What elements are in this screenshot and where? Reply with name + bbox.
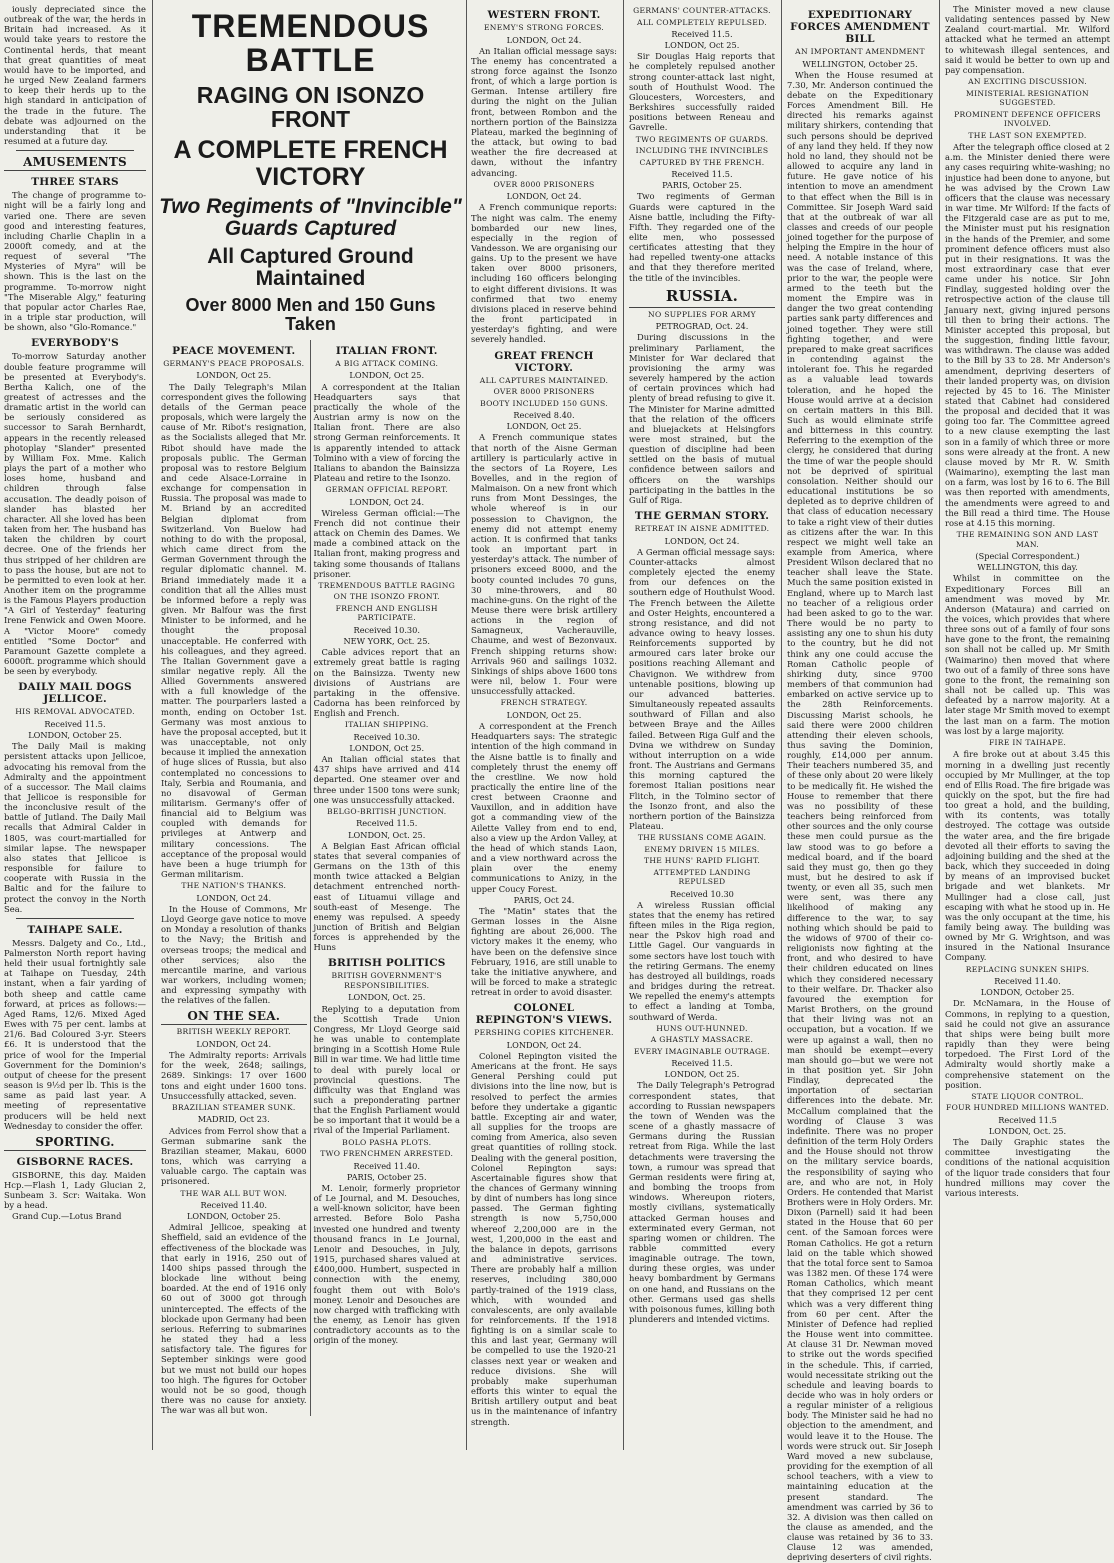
sub-heading: ATTEMPTED LANDING REPULSED	[653, 867, 751, 887]
sub-heading: ON THE ISONZO FRONT.	[333, 592, 440, 602]
article-text: When the House resumed at 7.30, Mr. Anderson continued the debate on the Expeditionary Forces Amendment Bill. He directed his remarks against military shirkers, contending that such persons should be deprived of any land they held. If they now hold no land, they should not be allowed to acquire any land in future. He gave notice of his intention to move an amendment to that effect when the Bill is in Committee. Sir Joseph Ward said that at the outbreak of war all classes and creeds of our people joined together for the purpose of helping the Empire in the hour of need. A notable instance of this was the case of Ireland, where, prior to the war, the people were armed to the teeth but the moment the Empire was in danger the two great contending parties sank party differences and joined together. They were still fighting together, and were prepared to make great sacrifices in contending against the intolerant foe. This he regarded as a valuable lead towards toleration, and he hoped the House would arrive at a decision on certain matters in this Bill. Such as would eliminate strife and bitterness in this country. Referring to the exemption of the clergy, he considered that during the time of war the people should not be deprived of spiritual consolation. Neither should our educational institutions be so depleted as to deprive children of that class of education necessary to take a right view of their duties as citizens after the war. In this respect we might well take an example from America, where President Wilson declared that no teacher shall leave the State. Much the same position existed in England, where up to March last no teacher of a religious order had been asked to go to the war. There would be no party to assisting any one to shun his duty to the country, but he did not think any one could accuse the Roman Catholic people of shirking duty, since 9700 members of that communion had embarked on active service up to the 28th Reinforcements. Discussing Marist schools, he said there were 2000 children attending their eleven schools, thus saving the Dominion, roughly, £14,000 per annum. Their teachers numbered 35, and of these only about 20 were likely to be medically fit. He wished the House to remember that there was no possibility of these teachers being reinforced from other sources and the only course these men could pursue as the law stood was to go before a medical board, and if the board said they must go, then go they must, but he desired to ask if twenty, or even all 35, such men were sent, was there any likelihood of making any difference to the war, to say nothing which should be paid to the widows of 9700 of their co-religionists now fighting at the front, and who desired to have their children educated on lines which they considered necessary to their welfare. Dr. Thacker also favoured the exemption for Marist Brothers, on the ground that their living was not an occupation, but a vocation. If we were up against a wall, then no man should be exempt—every man should go—but we were not in that position yet. Sir John Findlay, deprecated the importation of sectarian differences into the debate. Mr. McCallum complained that the wording of Clause 3 was indefinite. There was no proper definition of the term Holy Orders and the House should not throw on the military service boards, the responsibility of saying who are, and who are not, in Holy Orders. He contended that Marist Brothers were in Holy Orders. Mr. Dixon (Parnell) said it had been stated in the House that 60 per cent. of the Samoan forces were Roman Catholics. He got a return laid on the table which showed that the total force sent to Samoa was 1382 men. Of these 174 were Roman Catholics, which meant that they comprised 12 per cent which was a very different thing from 60 per cent. After the Minister of Defence had replied the House went into committee. At clause 31 Dr. Newman moved to strike out the words specified in the schedule. This, if carried, would necessitate striking out the schedule and leaving boards to decide who was in holy orders or a regular minister of a religious body. The Minister said he had no objection to the amendment, and would leave it to the House. The words were struck out. Sir Joseph Ward moved a new subclause, providing for the exemption of all school teachers, with a view to maintaining education at the present standard. The amendment was carried by 36 to 32. A division was then called on the clause as amended, and the clause was retained by 36 to 33. Clause 12 was amended, depriving deserters of civil rights.	[787, 69, 933, 1563]
sub-heading: FOUR HUNDRED MILLIONS WANTED.	[946, 1103, 1109, 1113]
article-text: The change of programme to-night will be a fairly long and varied one. There are seven good and interesting features, including Charlie Chaplin in a 2000ft comedy, and at the request of several "The Mysteries of Myra" will be shown. This is the last on the programme. To-morrow night "The Miserable Algy," featuring that popular actor Charles Rae, in a triple star production, will be shown, also "Glo-Romance."	[4, 190, 146, 333]
sub-heading: REPLACING SUNKEN SHIPS.	[965, 964, 1090, 974]
received-line: Received 11.5	[998, 1114, 1057, 1125]
article-text: The Daily Graphic states the committee investigating the conditions of the national acquisition of the liquor trade considers that four hundred millions may cover the various interests.	[945, 1137, 1110, 1198]
article-text: Whilst in committee on the Expeditionary Forces Bill an amendment was moved by Mr. Anderson (Mataura) and carried on the voices, which provides that where three sons out of a family of four sons have gone to the front, the remaining son shall not be called up. Mr Smith (Waimarino) then moved that where two out of a family of three sons have gone to the front, the remaining son shall not be called up. This was defeated by a narrow majority. At a later stage Mr Smith moved to exempt the last man on a farm. The motion was lost by a large majority.	[945, 573, 1110, 736]
article-text: An Italian official message says: The enemy has concentrated a strong force against the Isonzo front, of which a large portion is German. Intense artillery fire during the night on the Julian front, between Rombon and the northern portion of the Bainsizza Plateau, marked the beginning of the attack, but owing to bad weather the fire decreased at dawn, without the infantry advancing.	[471, 45, 617, 178]
article-heading: DAILY MAIL DOGS JELLICOE.	[18, 681, 132, 706]
dateline: PARIS, October 25.	[662, 180, 742, 191]
sub-heading: HIS REMOVAL ADVOCATED.	[15, 707, 135, 717]
article-text: A German official message says: Counter-attacks almost completely ejected the enemy from our defences on the southern edge of Houthulst Wood. The French between the Ailette and Oster Heights, encountered a strong resistance, and did not advance owing to heavy losses. Reinforcements supported by armoured cars later broke our positions reaching Allemant and Chavignon. We withdrew from untenable positions, blowing up our advanced batteries. Simultaneously repeated assaults southward of Fillan and also between Braye and the Ailles failed. Between Riga Gulf and the Dvina we withdrew on Sunday without interruption on a wide front. The Austrians and Germans this morning captured the foremost Italian positions near Flitch, in the Tolmino sector of the Isonzo front, and also the northern portion of the Bainsizza Plateau.	[629, 546, 775, 831]
sub-heading: A GHASTLY MASSACRE.	[650, 1035, 754, 1045]
dateline: LONDON, October 25.	[28, 730, 122, 741]
sub-heading: AN IMPORTANT AMENDMENT	[795, 47, 925, 56]
received-line: Received 11.40.	[353, 1160, 420, 1171]
dateline: LONDON, Oct. 25.	[348, 829, 426, 840]
article-text: Admiral Jellicoe, speaking at Sheffield, said an evidence of the effectiveness of the blockade was that early in 1916, 250 out of 1400 ships passed through the blockade line without being boarded. At the end of 1916 only 60 out of 3000 got through unintercepted. The effects of the blockade upon Germany had been serious. Referring to submarines he stated they had a less satisfactory tale. The figures for September sinkings were good but we must not build our hopes too high. The figures for October would not be so good, though there was no cause for anxiety. The war was all but won.	[161, 1222, 307, 1416]
sub-heading: GERMANS' COUNTER-ATTACKS.	[633, 6, 771, 15]
column-rule	[781, 0, 782, 1450]
article-heading: EVERYBODY'S	[31, 337, 119, 350]
dateline: NEW YORK, Oct. 25.	[343, 636, 431, 647]
sub-heading: THE REMAINING SON AND LAST MAN.	[956, 530, 1099, 549]
article-text: iously depreciated since the outbreak of the war, the herds in Britain had increased. As it would take years to restore the Continental herds, that meant that great quantities of meat would have to be imported, and he urged New Zealand farmers to keep their herds up to the high standard in anticipation of the trade in the future. The debate was adjourned on the understanding that it be resumed at a future day.	[4, 4, 146, 147]
sub-heading: RETREAT IN AISNE ADMITTED.	[634, 524, 770, 534]
article-text: A correspondent at the Italian Headquarters says that practically the whole of the Austrian army is now on the Italian front. There are also strong German reinforcements. It is apparently intended to attack Tolmino with a view of forcing the Italians to abandon the Bainsizza Plateau and retire to the Isonzo.	[313, 381, 460, 483]
sub-heading: FIRE IN TAIHAPE.	[988, 737, 1067, 747]
article-text: The Daily Mail is making persistent attacks upon Jellicoe, advocating his removal from the Admiralty and the appointment of a successor. The Mail claims that Jellicoe is responsible for the inconclusive result of the battle of Jutland. The Daily Mail recalls that Admiral Calder in 1805, was court-martialled for similar lapse. The newspaper also states that Jellicoe is responsible for failure to cooperate with Russia in the Baltic and for the failure to protect the convoy in the North Sea.	[4, 741, 146, 914]
article-text: GISBORNE, this day. Maiden Hcp.—Flash 1, Lady Glucian 2, Sunbeam 3. Scr: Waitaka. Won by a head.	[4, 1169, 146, 1211]
column-6	[783, 0, 937, 1563]
dateline: LONDON, Oct 24.	[506, 1039, 582, 1050]
column-5	[625, 0, 779, 1450]
article-heading: ON THE SEA.	[161, 1010, 307, 1025]
dateline: LONDON, Oct 25.	[664, 40, 740, 51]
article-text: The Admiralty reports: Arrivals for the week, 2648; sailings, 2689. Sinkings: 17 over 1600 tons and eight under 1600 tons. Unsuccessfully attacked, seven.	[161, 1050, 307, 1101]
sub-heading: ENEMY DRIVEN 15 MILES.	[644, 844, 760, 854]
dateline: PETROGRAD, Oct. 24.	[655, 321, 749, 332]
article-text: M. Lenoir, formerly proprietor of Le Journal, and M. Desouches, a well-known solicitor, have been arrested. Before Bolo Pasha invested one hundred and twenty thousand francs in Le Journal, Lenoir and Desouches, in July, 1915, purchased shares valued at £400,000. Humbert, suspected in connection with the enemy, fought them out with Bolo's money. Lenoir and Desouches are now charged with trafficking with the enemy, as Lenoir has given contradictory accounts as to the origin of the money.	[313, 1182, 460, 1346]
sub-heading: INCLUDING THE INVINCIBLES	[635, 146, 769, 156]
sub-heading: TWO REGIMENTS OF GUARDS.	[635, 134, 769, 144]
sub-heading: OVER 8000 PRISONERS	[493, 179, 595, 189]
dateline: LONDON, Oct 25.	[664, 1069, 740, 1080]
sub-heading: THE NATION'S THANKS.	[181, 881, 287, 891]
sub-heading: GERMAN OFFICIAL REPORT.	[325, 485, 449, 495]
dateline: LONDON, Oct 24.	[349, 496, 425, 507]
sub-heading: HUNS OUT-HUNNED.	[656, 1023, 748, 1033]
received-line: Received 8.40.	[513, 410, 575, 421]
dateline: LONDON, Oct 25.	[349, 370, 425, 381]
article-heading: GISBORNE RACES.	[16, 1155, 134, 1168]
byline: (Special Correspondent.)	[975, 551, 1080, 562]
section-heading: SPORTING.	[4, 1136, 146, 1151]
column-2	[158, 340, 311, 1416]
received-line: Received 11.5.	[671, 169, 733, 180]
received-line: Received 11.5.	[356, 818, 418, 829]
article-text: In the House of Commons, Mr Lloyd George gave notice to move on Monday a resolution of thanks to the Navy; the British and overseas troops; the medical and other services; also the mercantile marine, and various war workers, including women; and expressing sympathy with the relatives of the fallen.	[161, 903, 307, 1006]
sub-heading: TREMENDOUS BATTLE RAGING	[318, 580, 456, 590]
article-text: The Daily Telegraph's Petrograd correspondent states, that according to Russian newspapers the town of Wenden was the scene of a ghastly massacre of Germans during the Russian retreat from Riga. While the last detachments were traversing the town, a rumour was spread that German residents were firing at, and bombing the troops from windows. Whereupon rioters, mostly civilians, systematically attacked German houses and exterminated every German, not sparing women or children. The rabble committed every imaginable outrage. The town, during these orgies, was under heavy bombardment by Germans on one hand, and Russians on the other. Germans used gas shells with poisonous fumes, killing both plunderers and intended victims.	[629, 1080, 775, 1325]
sub-heading: ITALIAN SHIPPING.	[344, 720, 429, 730]
article-text: A fire broke out at about 3.45 this morning in a dwelling just recently occupied by Mr Mullinger, at the top end of Ellis Road. The fire brigade was quickly on the spot, but the fire had too great a hold, and the building, with its contents, was totally destroyed. The cottage was outside the water area, and the fire brigade devoted all their efforts to saving the adjoining building and the shed at the back, which they succeeded in doing by means of an improvised bucket brigade and wet blankets. Mr Mullinger had a close call, just escaping with what he stood up in. He was the only occupant at the time, his family being away. The building was owned by Mr G. Wrightson, and was insured in the National Insurance Company.	[945, 749, 1110, 963]
dateline: LONDON, Oct 24.	[506, 191, 582, 202]
article-text: After the telegraph office closed at 2 a.m. the Minister denied there were any cases requiring white-washing; no injustice had been done to anyone, but he was advised by the Crown Law officers that the clause was necessary in war time. Mr Wilford: If the facts of the Fitzgerald case are as put to me, the Minister must put his resignation in the hands of the Premier, and some prominent defence officers must also put in their resignations. It was the most extraordinary case that ever came under his notice. Sir John Findlay, suggested holding over the retrospective action of the clause till January next, giving injured persons till then to bring their actions. The Minister accepted this proposal, but the suggestion, finding little favour, was withdrawn. The clause was added to the Bill by 33 to 28. Mr Anderson's amendment, depriving deserters of their landed property was, on division rejected by 45 to 16. The Minister stated that Cabinet had considered the proposal and decided that it was going too far. The Committee agreed to a new clause exempting the last son in a family of which three or more sons were already at the front. A new clause moved by Mr R. W. Smith (Waimarino), exempting the last man on a farm, was lost by 16 to 6. The Bill was then reported with amendments, the amendments were agreed to and the Bill read a third time. The House rose at 4.15 this morning.	[945, 142, 1110, 528]
article-heading: WESTERN FRONT.	[487, 9, 601, 21]
article-text: The "Matin" states that the German losses in the Aisne fighting are about 26,000. The victory makes it the enemy, who have been on the defensive since February, 1916, are still unable to take the initiative anywhere, and will be forced to make a strategic retreat in order to avoid disaster.	[471, 905, 617, 998]
dateline: LONDON, Oct. 25.	[988, 1126, 1067, 1136]
dateline: PARIS, October 25.	[346, 1171, 427, 1182]
sub-heading: ENEMY'S STRONG FORCES.	[483, 23, 605, 32]
article-text: During discussions in the preliminary Parliament, the Minister for War declared that provisioning the army was severely hampered by the action of certain provinces which had plenty of bread refusing to give it. The Minister for Marine admitted that the relation of the officers and bluejackets at Helsingfors were most strained, but the question of discipline had been settled on the basis of mutual confidence between sailors and officers on the warships participating in the battles in the Gulf of Riga.	[629, 332, 775, 505]
main-headline: TREMENDOUS BATTLE	[191, 8, 430, 78]
sub-heading: TWO FRENCHMEN ARRESTED.	[320, 1149, 454, 1159]
article-text: The Minister moved a new clause validating sentences passed by New Zealand court-martial. Mr. Wilford attacked what he termed an attempt to whitewash illegal sentences, and said it would be better to own up and pay compensation.	[945, 4, 1110, 75]
received-line: Received 10.30.	[353, 731, 420, 742]
dateline: LONDON, Oct 24.	[506, 34, 582, 45]
sub-heading: MINISTERIAL RESIGNATION SUGGESTED.	[966, 88, 1089, 108]
sub-heading: BRAZILIAN STEAMER SUNK.	[171, 1102, 296, 1112]
column-1	[0, 0, 150, 1450]
divider	[16, 150, 134, 151]
article-text: A correspondent at the French Headquarters says: The strategic intention of the high command in the Aisne battle is to finally and completely thrust the enemy off the crestline. We now hold practically the entire line of the crest between Craonne and Vauxillon, and in addition have got a commanding view of the Ailette Valley from end to end, also a view up the Ardon Valley, at the head of which stands Laon, and a view northward across the plain over the enemy communications to Anizy, in the upper Coucy Forest.	[471, 721, 617, 894]
article-text: Wireless German official:—The French did not continue their attack on Chemin des Dames. We made a combined attack on the Italian front, making progress and taking some thousands of Italians prisoner.	[313, 507, 460, 579]
received-line: Received 11.40.	[994, 976, 1061, 987]
dateline: LONDON, October 25.	[980, 987, 1075, 998]
article-heading: EXPEDITIONARY FORCES AMENDMENT BILL	[790, 9, 930, 45]
sub-columns	[158, 340, 463, 1416]
sub-heading: EVERY IMAGINABLE OUTRAGE.	[634, 1046, 770, 1056]
sub-heading: FRENCH AND ENGLISH PARTICIPATE.	[335, 603, 438, 623]
article-text: The Daily Telegraph's Milan correspondent gives the following details of the German peace proposals, which were largely the cause of Mr. Ribot's resignation, as the Socialists alleged that Mr. Ribot should have made the proposals public. The German proposal was to restore Belgium and cede Alsace-Lorraine in exchange for compensation in Russia. The proposal was made to M. Briand by an accredited Belgian diplomat from Switzerland. Von Buelow had nothing to do with the proposal, which came direct from the German Government through the regular diplomatic channel. M. Briand immediately made it a condition that all the Allies must be informed before a reply was given. Mr Balfour was the first Minister to be informed, and he thought the proposal unacceptable. He conferred with his colleagues, and they agreed. The Italian Government gave a similar negative reply. All the Allied Governments answered with a full knowledge of the matter. The pourparlers lasted a month, ending on October 1st. Germany was most anxious to have the proposal accepted, but it was unacceptable, not only because it implied the annexation of huge slices of Russia, but also contemplated no concessions to Italy, Serbia and Roumania, and no disavowal of German militarism. Germany's offer of financial aid to Belgium was coupled with demands for privileges at Antwerp and military concessions. The acceptance of the proposal would have been a huge triumph for German militarism.	[161, 381, 307, 880]
sub-heading: FRENCH STRATEGY.	[500, 698, 588, 708]
received-line: Received 10.30	[670, 888, 734, 899]
column-3	[311, 340, 464, 1416]
article-text: A wireless Russian official states that the enemy has retired fifteen miles in the Riga region, near the Pskov high road and Little Gagel. Our vanguards in some sectors have lost touch with the retiring Germans. The enemy has destroyed all buildings, roads and bridges during the retreat. We repelled the enemy's attempts to effect a landing at Tomba, southward of Werda.	[629, 899, 775, 1022]
sub-heading: BOOTY INCLUDED 150 GUNS.	[480, 398, 608, 408]
sub-heading: THE WAR ALL BUT WON.	[180, 1188, 288, 1198]
article-text: Advices from Ferrol show that a German submarine sank the Brazilian steamer, Makau, 6000 tons, which was carrying a valuable cargo. The captain was prisonered.	[161, 1125, 307, 1187]
dateline: LONDON, Oct 24.	[196, 892, 272, 903]
article-text: Replying to a deputation from the Scottish Trade Union Congress, Mr Lloyd George said he was unable to contemplate bringing in a Scottish Home Rule Bill in war time. We had little time to deal with purely local or provincial questions. The difficulty was that England was such a preponderating partner that the English Parliament would be so important that it would be a rival of the Imperial Parliament.	[313, 1003, 460, 1136]
column-rule	[152, 0, 153, 1450]
sub-heading: CAPTURED BY THE FRENCH.	[639, 157, 765, 167]
article-text: To-morrow Saturday another double feature programme will be presented at Everybody's. Bertha Kalich, one of the greatest of actresses and the dramatic artist in the world can be seriously considered as successor to Sarah Bernhardt, appears in the recently released photoplay "Slander" presented by William Fox. Mme. Kalich plays the part of a mother who loses home, husband and children through false accusation. The deadly poison of slander has blasted her character. All she loved has been taken from her. The husband has taken the children by court decree. One of the friends her thus stripped of her children are to pass the house, but are not to be permitted to even look at her. Another item on the programme is the Famous Players production "A Girl of Yesterday" featuring Irene Fenwick and Owen Moore. A "Victor Moore" comedy entitled "Some Doctor" and Paramount Gazette complete a 6000ft. programme which should be seen by everybody.	[4, 351, 146, 677]
sub-heading: BOLO PASHA PLOTS.	[342, 1137, 432, 1147]
dateline: MADRID, Oct 23.	[197, 1114, 270, 1125]
sub-heading: OVER 8000 PRISONERS	[493, 387, 595, 397]
dateline: LONDON, Oct 25.	[196, 370, 272, 381]
article-text: Messrs. Dalgety and Co., Ltd., Palmerston North report having held their usual fortnightly sale at Taihape on Tuesday, 24th instant, when a fair yarding of both sheep and cattle came forward, at prices as follows:—Aged Rams, 12/6. Mixed Aged Ewes with 75 per cent. lambs at 21/6. Bad Coloured 3-yr. Steers £6. It is understood that the price of wool for the Imperial Government for the Dominion's output of cheese for the present season is 9½d per lb. This is the same as paid last year. A meeting of representative producers will be held next Wednesday to consider the offer.	[4, 937, 146, 1131]
column-rule	[939, 0, 940, 1450]
article-text: Two regiments of German Guards were captured in the Aisne battle, including the Fifty-Fifth. They regarded one of the elite men, who possessed certificates attesting that they had repelled twenty-one attacks and that they therefore merited the title of the invincibles.	[629, 191, 775, 283]
headline-deck: A COMPLETE FRENCH VICTORY	[173, 136, 448, 191]
sub-heading: ALL CAPTURES MAINTAINED.	[479, 375, 609, 385]
dateline: LONDON, Oct 25.	[506, 709, 582, 720]
divider	[16, 918, 134, 919]
received-line: Received 11.5.	[44, 718, 106, 729]
article-text: Grand Cup.—Lotus Brand	[12, 1211, 122, 1222]
sub-heading: GERMANY'S PEACE PROPOSALS.	[163, 358, 305, 368]
received-line: Received 11.5.	[671, 1058, 733, 1069]
sub-heading: ALL COMPLETELY REPULSED.	[637, 17, 767, 27]
dateline: LONDON, Oct 24.	[196, 1038, 272, 1049]
dateline: WELLINGTON, this day.	[977, 562, 1078, 573]
sub-heading: BELGO-BRITISH JUNCTION.	[326, 806, 447, 816]
headline-deck: All Captured Ground Maintained	[207, 245, 414, 291]
received-line: Received 11.5.	[671, 29, 733, 39]
sub-heading: STATE LIQUOR CONTROL.	[971, 1091, 1084, 1101]
headline-deck: Over 8000 Men and 150 Guns Taken	[185, 295, 436, 335]
article-heading: THREE STARS	[31, 176, 119, 189]
column-rule	[623, 0, 624, 1450]
received-line: Received 11.40.	[200, 1200, 267, 1210]
sub-heading: THE HUNS' RAPID FLIGHT.	[643, 856, 761, 866]
article-heading: COLONEL REPINGTON'S VIEWS.	[475, 1002, 613, 1027]
sub-heading: BRITISH WEEKLY REPORT.	[176, 1027, 291, 1037]
sub-heading: THE RUSSIANS COME AGAIN.	[637, 833, 767, 843]
article-text: Sir Douglas Haig reports that he completely repulsed another strong counter-attack last night, south of Houthulst Wood. The Gloucesters, Worcesters, and Berkshires successfully raided positions between Reneau and Gavrelle.	[629, 51, 775, 133]
article-heading: ITALIAN FRONT.	[335, 344, 438, 357]
column-7	[941, 0, 1114, 1450]
article-text: Dr. McNamara, in the House of Commons, in replying to a question, said he could not give an assurance that ships were being built more rapidly than they were being torpedoed. The First Lord of the Admiralty would shortly make a comprehensive statement on the position.	[945, 998, 1110, 1090]
column-2-3	[154, 0, 467, 1450]
section-heading: AMUSEMENTS	[4, 156, 146, 171]
article-heading: TAIHAPE SALE.	[27, 923, 123, 936]
article-text: Cable advices report that an extremely great battle is raging on the Bainsizza. Twenty new divisions of Austrians are partaking in the offensive. Cadorna has been reinforced by English and French.	[313, 647, 460, 719]
dateline: LONDON, Oct 24.	[664, 535, 740, 546]
dateline: WELLINGTON, October 25.	[802, 58, 918, 69]
dateline: LONDON, October 25.	[186, 1211, 281, 1222]
dateline: PARIS, Oct 24.	[513, 894, 575, 905]
article-text: A French communique reports: The night was calm. The enemy bombarded our new lines, especially in the region of Vandesson. We are organising our gains. Up to the present we have taken over 8000 prisoners, including 160 officers belonging to eight different divisions. It was confirmed that two enemy divisions placed in reserve behind the front participated in yesterday's fighting, and were severely handled.	[471, 202, 617, 345]
received-line: Received 10.30.	[353, 624, 420, 635]
article-text: Colonel Repington visited the Americans at the front. He says General Pershing could put divisions into the line now, but is resolved to perfect the armies before they undertake a gigantic battle. Excepting air and water, all supplies for the troops are coming from America, also seven great quantities of rolling stock. Dealing with the general position, Colonel Repington says: Ascertainable figures show that the chances of Germany winning by dint of numbers has long since passed. The German fighting strength is now 5,750,000 whereof 2,200,000 are in the west, 1,200,000 in the east and the balance in depots, garrisons and administrative services. There are probably half a million reserves, including 380,000 partly-trained of the 1919 class, which, with wounded and convalescents, are only available for reinforcements. If the 1918 fighting is on a similar scale to this and last year, Germany will be compelled to use the 1920-21 classes next year or weaken and reduce divisions. She will probably make superhuman efforts this winter to equal the British artillery output and beat us in the maintenance of infantry strength.	[471, 1050, 617, 1427]
article-text: A Belgian East African official states that several companies of Germans on the 13th of this month twice attacked a Belgian detachment entrenched north-east of Lituamui village and south-east of Mesenge. The enemy was repulsed. A speedy junction of British and Belgian forces is apprehended by the Huns	[313, 840, 460, 953]
dateline: LONDON, Oct 25.	[506, 421, 582, 432]
sub-heading: THE LAST SON EXEMPTED.	[968, 130, 1087, 140]
headline-deck: RAGING ON ISONZO FRONT	[196, 82, 425, 133]
sub-heading: A BIG ATTACK COMING.	[335, 358, 439, 368]
article-text: An Italian official states that 437 ships have arrived and 414 departed. One steamer over and three under 1500 tons were sunk; one was unsuccessfully attacked.	[313, 754, 460, 805]
sub-heading: BRITISH GOVERNMENT'S RESPONSIBILITIES.	[331, 971, 442, 990]
sub-heading: AN EXCITING DISCUSSION.	[968, 77, 1087, 87]
article-heading: PEACE MOVEMENT.	[172, 344, 296, 357]
sub-heading: NO SUPPLIES FOR ARMY	[648, 309, 756, 319]
article-heading: RUSSIA.	[629, 288, 775, 308]
sub-heading: PROMINENT DEFENCE OFFICERS INVOLVED.	[954, 109, 1101, 129]
article-heading: GREAT FRENCH VICTORY.	[494, 349, 594, 374]
article-text: A French communique states that north of the Aisne German artillery is particularly active in the sectors of La Royere, Les Bovelles, and in the region of Malmaison. On a new front which runs from Mont Dessinges, the whole whereof is in our possession to Chavignon, the enemy did not attempt enemy action. It is confirmed that tanks took an important part in yesterday's attack. The number of prisoners exceed 8000, and the booty counted includes 70 guns, 30 mine-throwers, and 80 machine-guns. On the right of the Meuse there were brisk artillery actions in the region of Samagneux, Vacherauville, Chaume, and west of Bezonvaux. French shipping returns show: Arrivals 960 and sailings 1032. Sinkings of ships above 1600 tons were nil, below 1. Four were unsuccessfully attacked.	[471, 432, 617, 697]
article-heading: THE GERMAN STORY.	[634, 510, 770, 523]
dateline: LONDON, Oct 25.	[349, 742, 425, 753]
headline-deck: Two Regiments of "Invincible" Guards Captured	[159, 194, 462, 241]
column-4	[467, 0, 621, 1450]
sub-heading: PERSHING COPIES KITCHENER.	[474, 1028, 614, 1038]
dateline: LONDON, Oct. 25.	[348, 992, 426, 1003]
article-heading: BRITISH POLITICS	[327, 957, 446, 970]
